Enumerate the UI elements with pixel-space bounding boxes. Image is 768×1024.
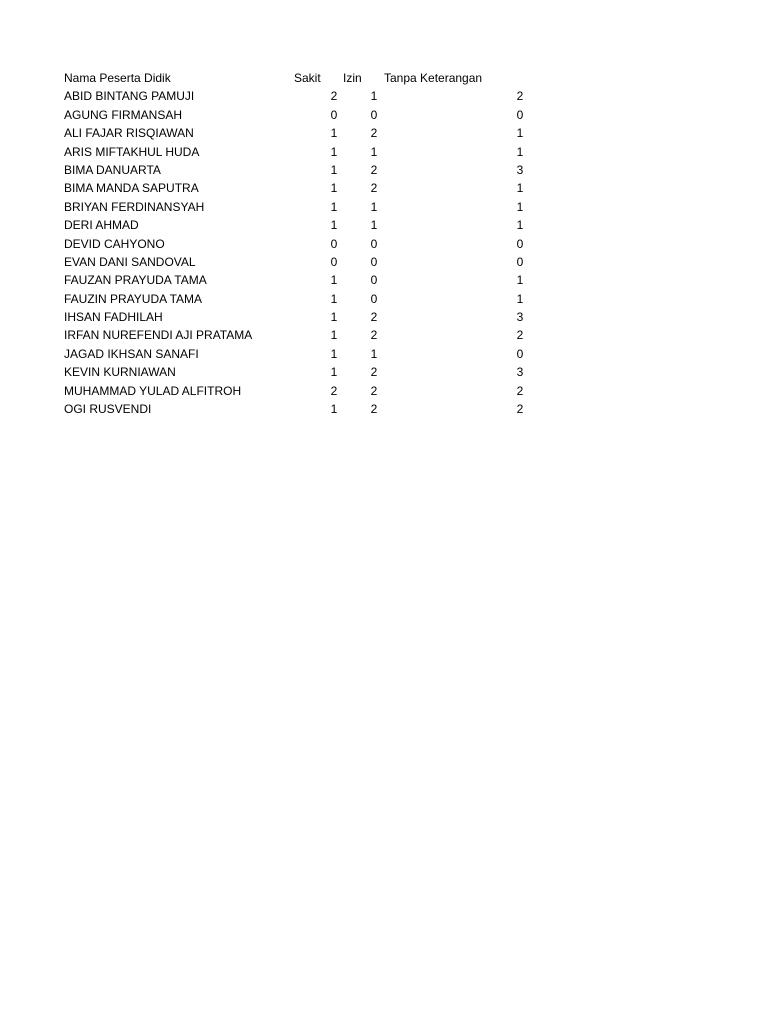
tanpa-keterangan-cell-value: 2 xyxy=(516,402,524,417)
izin-cell-value: 2 xyxy=(370,402,378,417)
sakit-cell-value: 1 xyxy=(330,273,338,288)
sakit-cell-value: 2 xyxy=(330,383,338,398)
table-row xyxy=(64,198,534,216)
sakit-cell-value: 1 xyxy=(330,310,338,325)
izin-cell-value: 0 xyxy=(370,273,378,288)
tanpa-keterangan-cell-value: 3 xyxy=(516,310,524,325)
header-izin: Izin xyxy=(343,71,362,85)
sakit-cell-value: 1 xyxy=(330,218,338,233)
table-row xyxy=(64,216,534,234)
table-row xyxy=(64,271,534,289)
student-name-cell: EVAN DANI SANDOVAL xyxy=(64,254,196,269)
table-row xyxy=(64,179,534,197)
table-row xyxy=(64,124,534,142)
student-name-cell: ALI FAJAR RISQIAWAN xyxy=(64,126,194,141)
sakit-cell-value: 1 xyxy=(330,181,338,196)
izin-cell-value: 1 xyxy=(370,89,378,104)
sakit-cell-value: 1 xyxy=(330,126,338,141)
izin-cell-value: 2 xyxy=(370,181,378,196)
tanpa-keterangan-cell-value: 2 xyxy=(516,383,524,398)
table-row xyxy=(64,382,534,400)
table-row xyxy=(64,87,534,105)
sakit-cell-value: 1 xyxy=(330,328,338,343)
sakit-cell-value: 1 xyxy=(330,346,338,361)
attendance-table xyxy=(64,69,534,418)
sakit-cell-value: 2 xyxy=(330,89,338,104)
tanpa-keterangan-cell-value: 2 xyxy=(516,328,524,343)
tanpa-keterangan-cell-value: 1 xyxy=(516,291,524,306)
izin-cell-value: 2 xyxy=(370,365,378,380)
tanpa-keterangan-cell-value: 1 xyxy=(516,126,524,141)
student-name-cell: IRFAN NUREFENDI AJI PRATAMA xyxy=(64,328,253,343)
table-body xyxy=(64,87,534,418)
student-name-cell: AGUNG FIRMANSAH xyxy=(64,107,183,122)
student-name-cell: DERI AHMAD xyxy=(64,218,139,233)
izin-cell-value: 1 xyxy=(370,199,378,214)
table-row xyxy=(64,253,534,271)
student-name-cell: BIMA DANUARTA xyxy=(64,162,161,177)
izin-cell-value: 1 xyxy=(370,144,378,159)
izin-cell-value: 0 xyxy=(370,236,378,251)
sakit-cell-value: 1 xyxy=(330,291,338,306)
table-row xyxy=(64,400,534,418)
table-row xyxy=(64,363,534,381)
table-row xyxy=(64,345,534,363)
tanpa-keterangan-cell-value: 1 xyxy=(516,273,524,288)
sakit-cell-value: 0 xyxy=(330,107,338,122)
table-row xyxy=(64,290,534,308)
sakit-cell-value: 1 xyxy=(330,199,338,214)
student-name-cell: JAGAD IKHSAN SANAFI xyxy=(64,346,199,361)
sakit-cell-value: 1 xyxy=(330,162,338,177)
sakit-cell-value: 1 xyxy=(330,365,338,380)
sakit-cell-value: 0 xyxy=(330,236,338,251)
sakit-cell-value: 1 xyxy=(330,144,338,159)
izin-cell-value: 0 xyxy=(370,254,378,269)
table-row xyxy=(64,235,534,253)
table-row xyxy=(64,106,534,124)
student-name-cell: KEVIN KURNIAWAN xyxy=(64,365,176,380)
tanpa-keterangan-cell-value: 1 xyxy=(516,144,524,159)
izin-cell-value: 0 xyxy=(370,107,378,122)
student-name-cell: FAUZIN PRAYUDA TAMA xyxy=(64,291,203,306)
student-name-cell: FAUZAN PRAYUDA TAMA xyxy=(64,273,207,288)
student-name-cell: IHSAN FADHILAH xyxy=(64,310,163,325)
table-row xyxy=(64,308,534,326)
sakit-cell-value: 0 xyxy=(330,254,338,269)
izin-cell-value: 2 xyxy=(370,162,378,177)
tanpa-keterangan-cell-value: 0 xyxy=(516,107,524,122)
tanpa-keterangan-cell-value: 1 xyxy=(516,199,524,214)
student-name-cell: MUHAMMAD YULAD ALFITROH xyxy=(64,383,242,398)
table-row xyxy=(64,143,534,161)
header-name: Nama Peserta Didik xyxy=(64,71,171,85)
izin-cell-value: 2 xyxy=(370,383,378,398)
header-sakit: Sakit xyxy=(294,71,321,85)
tanpa-keterangan-cell-value: 3 xyxy=(516,365,524,380)
table-row xyxy=(64,161,534,179)
student-name-cell: DEVID CAHYONO xyxy=(64,236,165,251)
izin-cell-value: 0 xyxy=(370,291,378,306)
izin-cell-value: 1 xyxy=(370,218,378,233)
student-name-cell: BRIYAN FERDINANSYAH xyxy=(64,199,205,214)
header-row xyxy=(64,69,534,87)
izin-cell-value: 2 xyxy=(370,126,378,141)
table-row xyxy=(64,326,534,344)
header-tanpa-keterangan: Tanpa Keterangan xyxy=(384,71,483,85)
izin-cell-value: 2 xyxy=(370,310,378,325)
tanpa-keterangan-cell-value: 0 xyxy=(516,346,524,361)
student-name-cell: BIMA MANDA SAPUTRA xyxy=(64,181,199,196)
sakit-cell-value: 1 xyxy=(330,402,338,417)
student-name-cell: ARIS MIFTAKHUL HUDA xyxy=(64,144,200,159)
tanpa-keterangan-cell-value: 2 xyxy=(516,89,524,104)
tanpa-keterangan-cell-value: 0 xyxy=(516,236,524,251)
tanpa-keterangan-cell-value: 0 xyxy=(516,254,524,269)
tanpa-keterangan-cell-value: 1 xyxy=(516,218,524,233)
student-name-cell: ABID BINTANG PAMUJI xyxy=(64,89,195,104)
izin-cell-value: 1 xyxy=(370,346,378,361)
tanpa-keterangan-cell-value: 3 xyxy=(516,162,524,177)
izin-cell-value: 2 xyxy=(370,328,378,343)
student-name-cell: OGI RUSVENDI xyxy=(64,402,152,417)
tanpa-keterangan-cell-value: 1 xyxy=(516,181,524,196)
